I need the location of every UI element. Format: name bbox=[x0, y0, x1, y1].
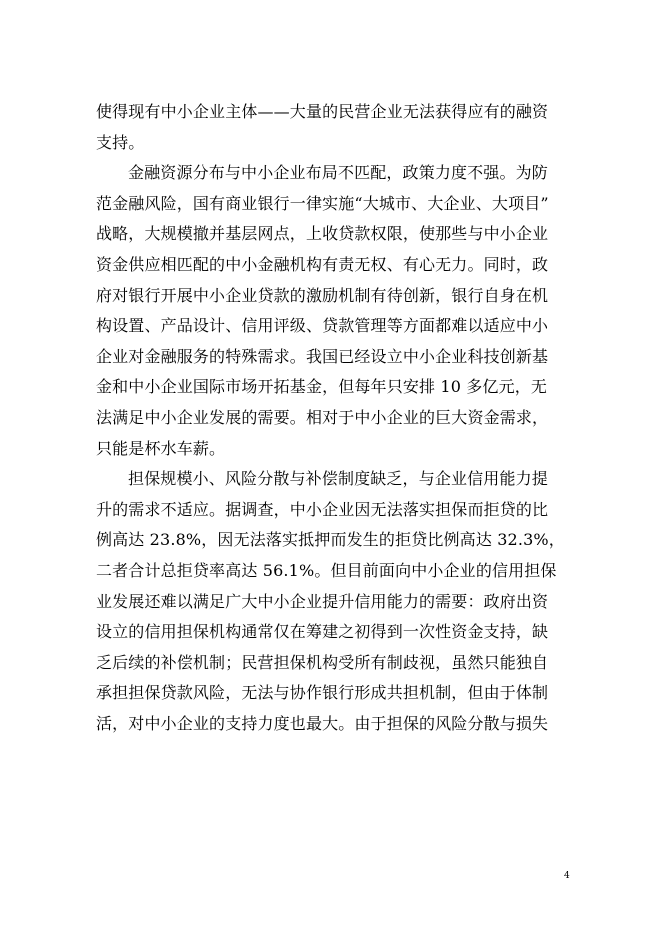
text-line: 设立的信用担保机构通常仅在筹建之初得到一次性资金支持，缺 bbox=[96, 622, 549, 642]
text-line: 支持。 bbox=[96, 132, 145, 152]
page-number: 4 bbox=[564, 871, 570, 881]
text-line: 使得现有中小企业主体——大量的民营企业无法获得应有的融资 bbox=[96, 102, 549, 121]
text-line: 乏后续的补偿机制；民营担保机构受所有制歧视，虽然只能独自 bbox=[96, 652, 549, 672]
text-line: 构设置、产品设计、信用评级、贷款管理等方面都难以适应中小 bbox=[96, 316, 549, 336]
text-line: 战略，大规模撤并基层网点，上收贷款权限，使那些与中小企业 bbox=[96, 224, 549, 244]
paragraph-start-line: 担保规模小、风险分散与补偿制度缺乏，与企业信用能力提 bbox=[128, 469, 548, 489]
text-line: 承担担保贷款风险，无法与协作银行形成共担机制，但由于体制 bbox=[96, 683, 549, 703]
text-line: 活，对中小企业的支持力度也最大。由于担保的风险分散与损失 bbox=[96, 713, 549, 733]
text-line: 例高达 23.8%，因无法落实抵押而发生的拒贷比例高达 32.3%， bbox=[96, 530, 565, 550]
paragraph-start-line: 金融资源分布与中小企业布局不匹配，政策力度不强。为防 bbox=[128, 163, 548, 183]
text-line: 企业对金融服务的特殊需求。我国已经设立中小企业科技创新基 bbox=[96, 346, 549, 366]
text-line: 资金供应相匹配的中小金融机构有责无权、有心无力。同时，政 bbox=[96, 254, 549, 274]
text-line: 只能是杯水车薪。 bbox=[96, 438, 226, 458]
text-line: 升的需求不适应。据调查，中小企业因无法落实担保而拒贷的比 bbox=[96, 499, 549, 519]
text-line: 范金融风险，国有商业银行一律实施“大城市、大企业、大项目” bbox=[96, 193, 549, 213]
text-line: 府对银行开展中小企业贷款的激励机制有待创新，银行自身在机 bbox=[96, 285, 549, 305]
text-line: 金和中小企业国际市场开拓基金，但每年只安排 10 多亿元，无 bbox=[96, 377, 548, 397]
text-line: 法满足中小企业发展的需要。相对于中小企业的巨大资金需求， bbox=[96, 407, 549, 427]
text-line: 业发展还难以满足广大中小企业提升信用能力的需要：政府出资 bbox=[96, 591, 549, 611]
text-line: 二者合计总拒贷率高达 56.1%。但目前面向中小企业的信用担保 bbox=[96, 560, 557, 580]
body-text bbox=[96, 97, 568, 739]
